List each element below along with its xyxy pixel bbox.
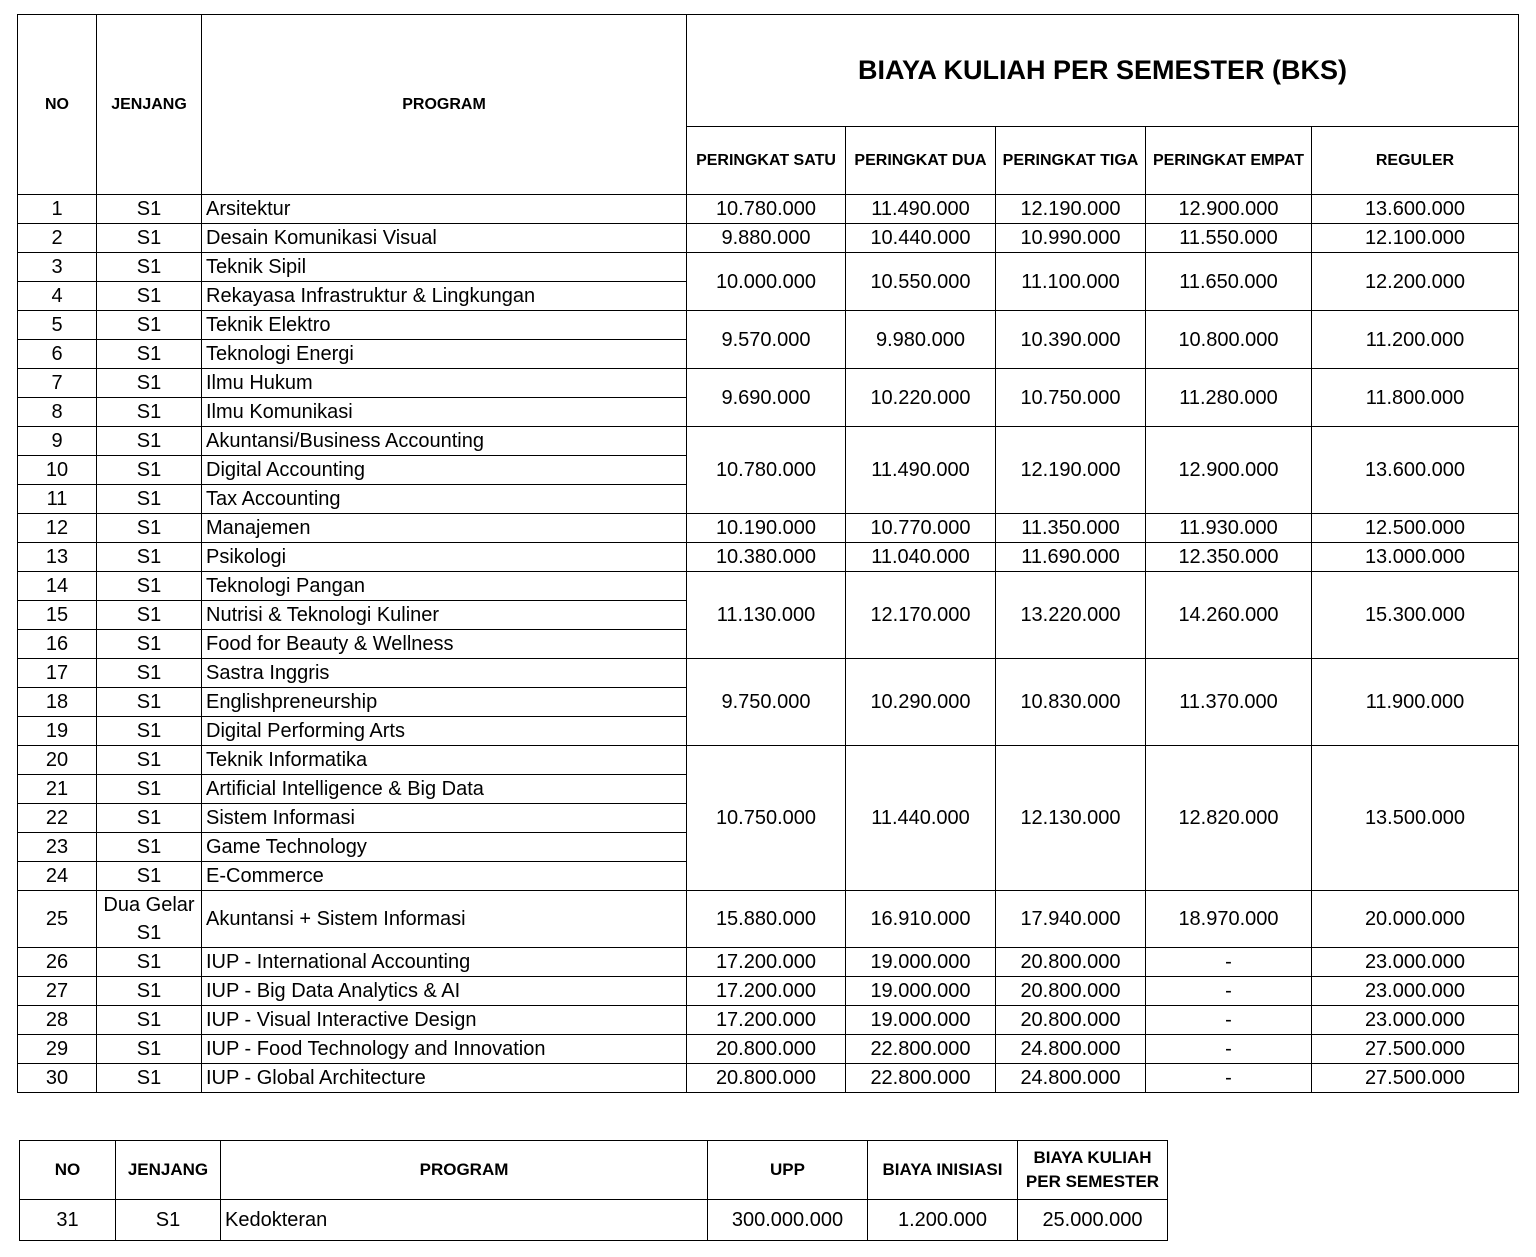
cell-fee-p2: 10.290.000 <box>846 659 996 746</box>
cell-fee-reg: 23.000.000 <box>1312 948 1519 977</box>
cell-fee-p2: 11.490.000 <box>846 427 996 514</box>
cell-fee-reg: 13.500.000 <box>1312 746 1519 891</box>
cell-fee-p1: 17.200.000 <box>687 1006 846 1035</box>
cell-no: 17 <box>18 659 97 688</box>
cell-program: Teknik Informatika <box>202 746 687 775</box>
cell-jenjang: S1 <box>97 224 202 253</box>
table-row <box>18 1064 1519 1093</box>
cell-fee-reg: 11.200.000 <box>1312 311 1519 369</box>
header-peringkat-dua: PERINGKAT DUA <box>846 127 996 195</box>
header-bks <box>1018 1141 1168 1200</box>
cell-fee-p3: 10.390.000 <box>996 311 1146 369</box>
cell-program: Digital Performing Arts <box>202 717 687 746</box>
cell-program: Digital Accounting <box>202 456 687 485</box>
cell-jenjang: S1 <box>97 862 202 891</box>
cell-fee-p1: 10.780.000 <box>687 195 846 224</box>
cell-no: 8 <box>18 398 97 427</box>
cell-no: 30 <box>18 1064 97 1093</box>
cell-fee-p1: 20.800.000 <box>687 1035 846 1064</box>
cell-fee-p3: 20.800.000 <box>996 977 1146 1006</box>
cell-fee-reg: 11.800.000 <box>1312 369 1519 427</box>
cell-no: 29 <box>18 1035 97 1064</box>
cell-program: Teknologi Energi <box>202 340 687 369</box>
cell-no: 28 <box>18 1006 97 1035</box>
cell-fee-p2: 11.440.000 <box>846 746 996 891</box>
cell-jenjang: S1 <box>97 427 202 456</box>
cell-no: 5 <box>18 311 97 340</box>
cell-fee-p1: 10.000.000 <box>687 253 846 311</box>
cell-fee-p2: 9.980.000 <box>846 311 996 369</box>
cell-fee-p2: 19.000.000 <box>846 948 996 977</box>
cell-fee-p1: 10.780.000 <box>687 427 846 514</box>
cell-fee-p3: 10.830.000 <box>996 659 1146 746</box>
cell-jenjang: S1 <box>97 775 202 804</box>
cell-program: IUP - Global Architecture <box>202 1064 687 1093</box>
cell-program: Kedokteran <box>221 1200 708 1241</box>
cell-no: 26 <box>18 948 97 977</box>
cell-fee-reg: 23.000.000 <box>1312 1006 1519 1035</box>
cell-fee-p2: 12.170.000 <box>846 572 996 659</box>
cell-program: Manajemen <box>202 514 687 543</box>
cell-fee-p1: 15.880.000 <box>687 891 846 948</box>
cell-no: 14 <box>18 572 97 601</box>
cell-fee-reg: 11.900.000 <box>1312 659 1519 746</box>
cell-fee-p4: 18.970.000 <box>1146 891 1312 948</box>
table-row <box>18 427 1519 456</box>
cell-program: Teknik Elektro <box>202 311 687 340</box>
cell-no: 15 <box>18 601 97 630</box>
cell-no: 13 <box>18 543 97 572</box>
cell-no: 21 <box>18 775 97 804</box>
cell-jenjang: S1 <box>97 833 202 862</box>
cell-no: 20 <box>18 746 97 775</box>
cell-jenjang: S1 <box>97 746 202 775</box>
cell-fee-p1: 17.200.000 <box>687 977 846 1006</box>
cell-fee-p3: 12.130.000 <box>996 746 1146 891</box>
cell-program: Rekayasa Infrastruktur & Lingkungan <box>202 282 687 311</box>
cell-bks: 25.000.000 <box>1018 1200 1168 1241</box>
cell-fee-p2: 11.040.000 <box>846 543 996 572</box>
table-row <box>18 1035 1519 1064</box>
cell-jenjang: S1 <box>116 1200 221 1241</box>
cell-fee-reg: 15.300.000 <box>1312 572 1519 659</box>
cell-fee-p3: 24.800.000 <box>996 1035 1146 1064</box>
cell-no: 31 <box>20 1200 116 1241</box>
table-row <box>18 1006 1519 1035</box>
cell-fee-p2: 22.800.000 <box>846 1064 996 1093</box>
cell-fee-p3: 13.220.000 <box>996 572 1146 659</box>
cell-no: 2 <box>18 224 97 253</box>
cell-jenjang: S1 <box>97 1064 202 1093</box>
cell-fee-p3: 20.800.000 <box>996 948 1146 977</box>
cell-fee-p4: 11.550.000 <box>1146 224 1312 253</box>
cell-jenjang: S1 <box>97 398 202 427</box>
header-bks-line2: PER SEMESTER <box>1025 1172 1160 1191</box>
cell-fee-p1: 10.380.000 <box>687 543 846 572</box>
cell-upp: 300.000.000 <box>708 1200 868 1241</box>
cell-program: E-Commerce <box>202 862 687 891</box>
cell-program: Desain Komunikasi Visual <box>202 224 687 253</box>
cell-fee-p1: 9.750.000 <box>687 659 846 746</box>
header-program: PROGRAM <box>202 15 687 195</box>
cell-program: Artificial Intelligence & Big Data <box>202 775 687 804</box>
cell-biaya-inisiasi: 1.200.000 <box>868 1200 1018 1241</box>
cell-no: 23 <box>18 833 97 862</box>
cell-fee-p1: 9.690.000 <box>687 369 846 427</box>
cell-fee-p1: 20.800.000 <box>687 1064 846 1093</box>
cell-no: 22 <box>18 804 97 833</box>
cell-fee-reg: 27.500.000 <box>1312 1035 1519 1064</box>
cell-no: 10 <box>18 456 97 485</box>
cell-fee-p3: 12.190.000 <box>996 195 1146 224</box>
cell-no: 16 <box>18 630 97 659</box>
cell-fee-p2: 10.440.000 <box>846 224 996 253</box>
header-peringkat-empat: PERINGKAT EMPAT <box>1146 127 1312 195</box>
cell-fee-p1: 10.750.000 <box>687 746 846 891</box>
cell-jenjang: S1 <box>97 948 202 977</box>
cell-fee-p3: 12.190.000 <box>996 427 1146 514</box>
table-row <box>18 311 1519 340</box>
header-peringkat-tiga: PERINGKAT TIGA <box>996 127 1146 195</box>
cell-program: IUP - Food Technology and Innovation <box>202 1035 687 1064</box>
cell-program: Game Technology <box>202 833 687 862</box>
cell-fee-p1: 10.190.000 <box>687 514 846 543</box>
cell-jenjang: S1 <box>97 572 202 601</box>
cell-jenjang: S1 <box>97 1035 202 1064</box>
cell-fee-p4: - <box>1146 1006 1312 1035</box>
header-biaya-inisiasi: BIAYA INISIASI <box>868 1141 1018 1200</box>
cell-program: Teknik Sipil <box>202 253 687 282</box>
cell-fee-p4: 11.280.000 <box>1146 369 1312 427</box>
cell-jenjang: S1 <box>97 195 202 224</box>
cell-fee-reg: 13.600.000 <box>1312 195 1519 224</box>
cell-jenjang: S1 <box>97 514 202 543</box>
cell-jenjang: S1 <box>97 456 202 485</box>
cell-fee-p2: 19.000.000 <box>846 977 996 1006</box>
table-row <box>18 977 1519 1006</box>
cell-jenjang <box>97 891 202 948</box>
cell-program: Englishpreneurship <box>202 688 687 717</box>
table-row <box>18 195 1519 224</box>
header-program: PROGRAM <box>221 1141 708 1200</box>
cell-no: 9 <box>18 427 97 456</box>
header-reguler: REGULER <box>1312 127 1519 195</box>
cell-program: Ilmu Komunikasi <box>202 398 687 427</box>
table-row <box>18 948 1519 977</box>
cell-jenjang: S1 <box>97 688 202 717</box>
cell-no: 12 <box>18 514 97 543</box>
cell-fee-reg: 13.000.000 <box>1312 543 1519 572</box>
cell-fee-p4: 10.800.000 <box>1146 311 1312 369</box>
header-no: NO <box>20 1141 116 1200</box>
cell-no: 24 <box>18 862 97 891</box>
cell-jenjang: S1 <box>97 630 202 659</box>
cell-fee-p4: 11.650.000 <box>1146 253 1312 311</box>
header-upp: UPP <box>708 1141 868 1200</box>
cell-fee-p3: 24.800.000 <box>996 1064 1146 1093</box>
cell-program: Sastra Inggris <box>202 659 687 688</box>
cell-fee-p4: 12.900.000 <box>1146 427 1312 514</box>
table-row <box>18 572 1519 601</box>
cell-fee-reg: 12.200.000 <box>1312 253 1519 311</box>
cell-program: Teknologi Pangan <box>202 572 687 601</box>
cell-no: 11 <box>18 485 97 514</box>
cell-program: Akuntansi + Sistem Informasi <box>202 891 687 948</box>
cell-jenjang-line1: Dua Gelar <box>103 894 195 916</box>
cell-no: 25 <box>18 891 97 948</box>
cell-fee-reg: 13.600.000 <box>1312 427 1519 514</box>
cell-program: Arsitektur <box>202 195 687 224</box>
cell-jenjang: S1 <box>97 659 202 688</box>
cell-fee-reg: 23.000.000 <box>1312 977 1519 1006</box>
cell-fee-p3: 20.800.000 <box>996 1006 1146 1035</box>
cell-program: IUP - Visual Interactive Design <box>202 1006 687 1035</box>
cell-fee-p3: 11.690.000 <box>996 543 1146 572</box>
cell-jenjang: S1 <box>97 369 202 398</box>
cell-jenjang: S1 <box>97 977 202 1006</box>
header-bks-line1: BIAYA KULIAH <box>1033 1148 1152 1167</box>
cell-fee-p4: 11.370.000 <box>1146 659 1312 746</box>
cell-fee-p3: 10.990.000 <box>996 224 1146 253</box>
cell-fee-reg: 20.000.000 <box>1312 891 1519 948</box>
cell-no: 1 <box>18 195 97 224</box>
cell-fee-p1: 9.570.000 <box>687 311 846 369</box>
cell-fee-p4: 12.820.000 <box>1146 746 1312 891</box>
cell-fee-p4: 12.900.000 <box>1146 195 1312 224</box>
table-row <box>18 253 1519 282</box>
cell-fee-p1: 11.130.000 <box>687 572 846 659</box>
tuition-fee-body <box>18 195 1519 1093</box>
cell-jenjang: S1 <box>97 1006 202 1035</box>
cell-program: Food for Beauty & Wellness <box>202 630 687 659</box>
cell-fee-p4: - <box>1146 1064 1312 1093</box>
header-jenjang: JENJANG <box>97 15 202 195</box>
cell-no: 7 <box>18 369 97 398</box>
cell-jenjang: S1 <box>97 601 202 630</box>
cell-program: Sistem Informasi <box>202 804 687 833</box>
cell-jenjang: S1 <box>97 282 202 311</box>
cell-program: Akuntansi/Business Accounting <box>202 427 687 456</box>
table-row <box>18 891 1519 948</box>
cell-fee-p3: 17.940.000 <box>996 891 1146 948</box>
cell-fee-p2: 10.550.000 <box>846 253 996 311</box>
medicine-fee-table <box>19 1140 1168 1241</box>
cell-program: IUP - International Accounting <box>202 948 687 977</box>
cell-jenjang: S1 <box>97 717 202 746</box>
header-no: NO <box>18 15 97 195</box>
cell-jenjang: S1 <box>97 543 202 572</box>
cell-fee-reg: 12.500.000 <box>1312 514 1519 543</box>
header-bks-title: BIAYA KULIAH PER SEMESTER (BKS) <box>687 15 1519 127</box>
cell-jenjang: S1 <box>97 804 202 833</box>
cell-no: 18 <box>18 688 97 717</box>
cell-fee-p2: 22.800.000 <box>846 1035 996 1064</box>
cell-jenjang: S1 <box>97 253 202 282</box>
cell-fee-reg: 27.500.000 <box>1312 1064 1519 1093</box>
cell-no: 3 <box>18 253 97 282</box>
tuition-fee-table <box>17 14 1519 1093</box>
cell-fee-p3: 11.350.000 <box>996 514 1146 543</box>
cell-jenjang: S1 <box>97 485 202 514</box>
cell-no: 6 <box>18 340 97 369</box>
cell-fee-p4: 12.350.000 <box>1146 543 1312 572</box>
cell-fee-p2: 10.770.000 <box>846 514 996 543</box>
cell-program: Tax Accounting <box>202 485 687 514</box>
cell-fee-p1: 9.880.000 <box>687 224 846 253</box>
table-row <box>18 224 1519 253</box>
table-row <box>18 659 1519 688</box>
cell-fee-p1: 17.200.000 <box>687 948 846 977</box>
table-row <box>18 369 1519 398</box>
cell-program: Psikologi <box>202 543 687 572</box>
cell-fee-p3: 10.750.000 <box>996 369 1146 427</box>
table-row <box>18 746 1519 775</box>
cell-fee-p2: 16.910.000 <box>846 891 996 948</box>
cell-fee-reg: 12.100.000 <box>1312 224 1519 253</box>
cell-fee-p4: 11.930.000 <box>1146 514 1312 543</box>
cell-program: IUP - Big Data Analytics & AI <box>202 977 687 1006</box>
cell-jenjang-line2: S1 <box>136 922 162 944</box>
cell-jenjang: S1 <box>97 340 202 369</box>
cell-fee-p4: - <box>1146 948 1312 977</box>
cell-jenjang: S1 <box>97 311 202 340</box>
cell-program: Ilmu Hukum <box>202 369 687 398</box>
cell-no: 4 <box>18 282 97 311</box>
header-peringkat-satu: PERINGKAT SATU <box>687 127 846 195</box>
table-row <box>18 514 1519 543</box>
cell-fee-p3: 11.100.000 <box>996 253 1146 311</box>
cell-program: Nutrisi & Teknologi Kuliner <box>202 601 687 630</box>
cell-fee-p2: 10.220.000 <box>846 369 996 427</box>
cell-no: 27 <box>18 977 97 1006</box>
cell-fee-p4: - <box>1146 977 1312 1006</box>
header-jenjang: JENJANG <box>116 1141 221 1200</box>
cell-fee-p4: - <box>1146 1035 1312 1064</box>
cell-fee-p4: 14.260.000 <box>1146 572 1312 659</box>
cell-no: 19 <box>18 717 97 746</box>
table-row <box>18 543 1519 572</box>
table-row <box>20 1200 1168 1241</box>
cell-fee-p2: 11.490.000 <box>846 195 996 224</box>
cell-fee-p2: 19.000.000 <box>846 1006 996 1035</box>
